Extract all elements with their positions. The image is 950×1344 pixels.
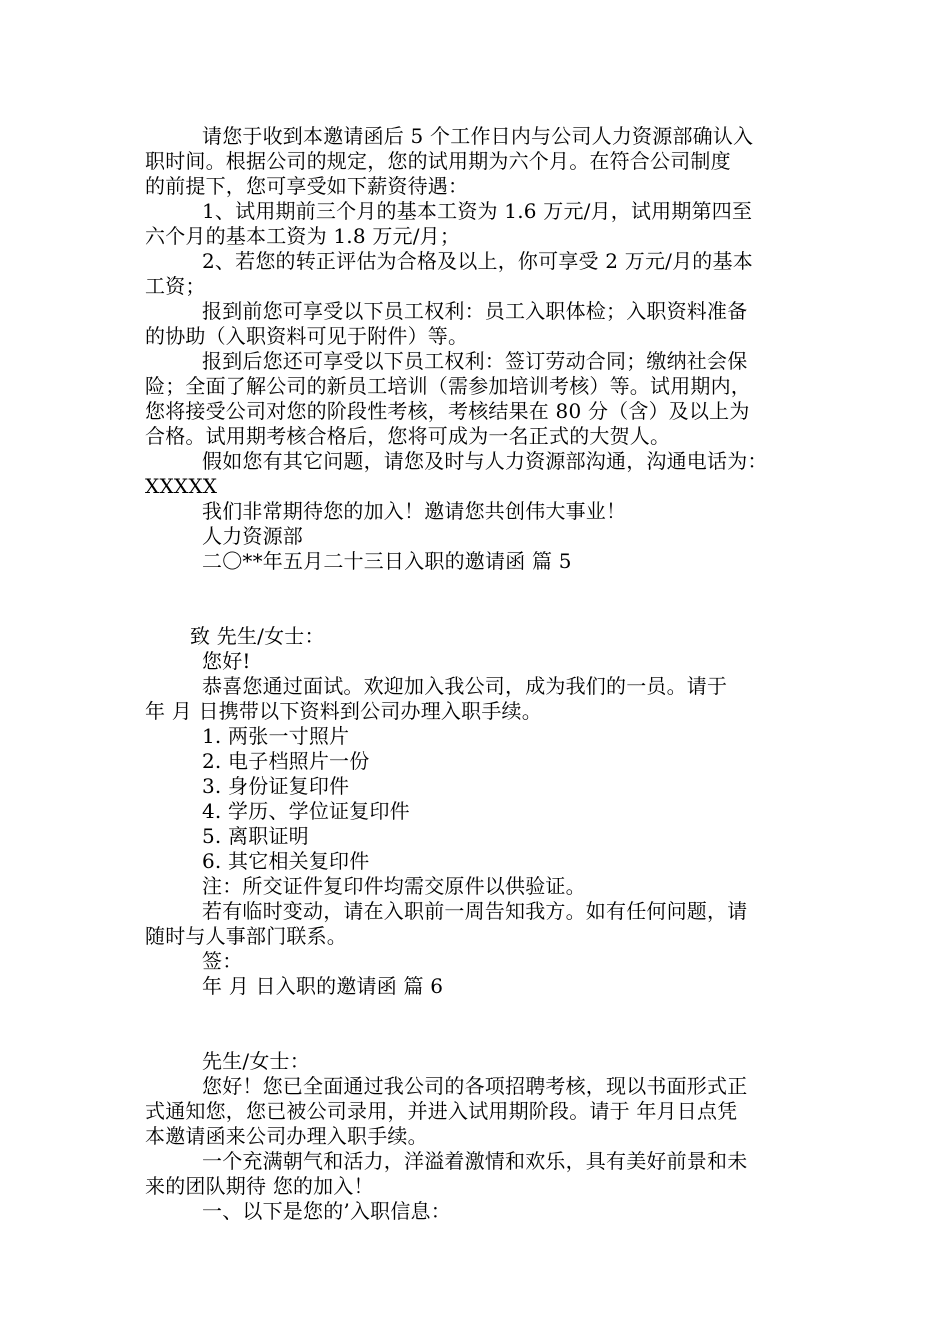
paragraph-line: 一个充满朝气和活力，洋溢着激情和欢乐，具有美好前景和未 bbox=[202, 1149, 748, 1173]
paragraph-line: 您将接受公司对您的阶段性考核，考核结果在 80 分（含）及以上为 bbox=[145, 399, 750, 423]
list-item: 1. 两张一寸照片 bbox=[202, 724, 350, 748]
list-item: 4. 学历、学位证复印件 bbox=[202, 799, 410, 823]
paragraph-line: 2、若您的转正评估为合格及以上，你可享受 2 万元/月的基本 bbox=[202, 249, 753, 273]
paragraph-line: 的协助（入职资料可见于附件）等。 bbox=[145, 324, 469, 348]
paragraph-line: 工资； bbox=[145, 274, 206, 298]
list-item: 2. 电子档照片一份 bbox=[202, 749, 370, 773]
paragraph-line: 假如您有其它问题，请您及时与人力资源部沟通，沟通电话为： bbox=[202, 449, 768, 473]
paragraph-line: 本邀请函来公司办理入职手续。 bbox=[145, 1124, 428, 1148]
paragraph-line: 您好！您已全面通过我公司的各项招聘考核，现以书面形式正 bbox=[202, 1074, 748, 1098]
paragraph-line: 请您于收到本邀请函后 5 个工作日内与公司人力资源部确认入 bbox=[202, 124, 754, 148]
paragraph-line: 1、试用期前三个月的基本工资为 1.6 万元/月，试用期第四至 bbox=[202, 199, 753, 223]
paragraph-line: 随时与人事部门联系。 bbox=[145, 924, 347, 948]
paragraph-line: 我们非常期待您的加入！邀请您共创伟大事业！ bbox=[202, 499, 627, 523]
paragraph-line: 合格。试用期考核合格后，您将可成为一名正式的大贺人。 bbox=[145, 424, 671, 448]
section-heading: 二〇**年五月二十三日入职的邀请函 篇 5 bbox=[202, 549, 572, 573]
salutation: 致 先生/女士： bbox=[190, 624, 325, 648]
note-line: 注：所交证件复印件均需交原件以供验证。 bbox=[202, 874, 586, 898]
signature-department: 人力资源部 bbox=[202, 524, 303, 548]
paragraph-line: 来的团队期待 您的加入！ bbox=[145, 1174, 374, 1198]
greeting: 您好! bbox=[202, 649, 251, 673]
paragraph-line: 一、以下是您的’入职信息： bbox=[202, 1199, 451, 1223]
salutation: 先生/女士： bbox=[202, 1049, 310, 1073]
paragraph-line: 恭喜您通过面试。欢迎加入我公司，成为我们的一员。请于 bbox=[202, 674, 728, 698]
signature-line: 签： bbox=[202, 949, 243, 973]
list-item: 5. 离职证明 bbox=[202, 824, 309, 848]
paragraph-line: 职时间。根据公司的规定，您的试用期为六个月。在符合公司制度 bbox=[145, 149, 731, 173]
paragraph-line: 六个月的基本工资为 1.8 万元/月； bbox=[145, 224, 461, 248]
paragraph-line: 险；全面了解公司的新员工培训（需参加培训考核）等。试用期内， bbox=[145, 374, 751, 398]
paragraph-line: XXXXX bbox=[145, 474, 218, 498]
section-heading: 年 月 日入职的邀请函 篇 6 bbox=[202, 974, 444, 998]
paragraph-line: 年 月 日携带以下资料到公司办理入职手续。 bbox=[145, 699, 542, 723]
list-item: 6. 其它相关复印件 bbox=[202, 849, 370, 873]
list-item: 3. 身份证复印件 bbox=[202, 774, 350, 798]
paragraph-line: 的前提下，您可享受如下薪资待遇： bbox=[145, 174, 469, 198]
paragraph-line: 式通知您，您已被公司录用，并进入试用期阶段。请于 年月日点凭 bbox=[145, 1099, 738, 1123]
paragraph-line: 报到前您可享受以下员工权利：员工入职体检；入职资料准备 bbox=[202, 299, 748, 323]
paragraph-line: 报到后您还可享受以下员工权利：签订劳动合同；缴纳社会保 bbox=[202, 349, 748, 373]
paragraph-line: 若有临时变动，请在入职前一周告知我方。如有任何问题，请 bbox=[202, 899, 748, 923]
